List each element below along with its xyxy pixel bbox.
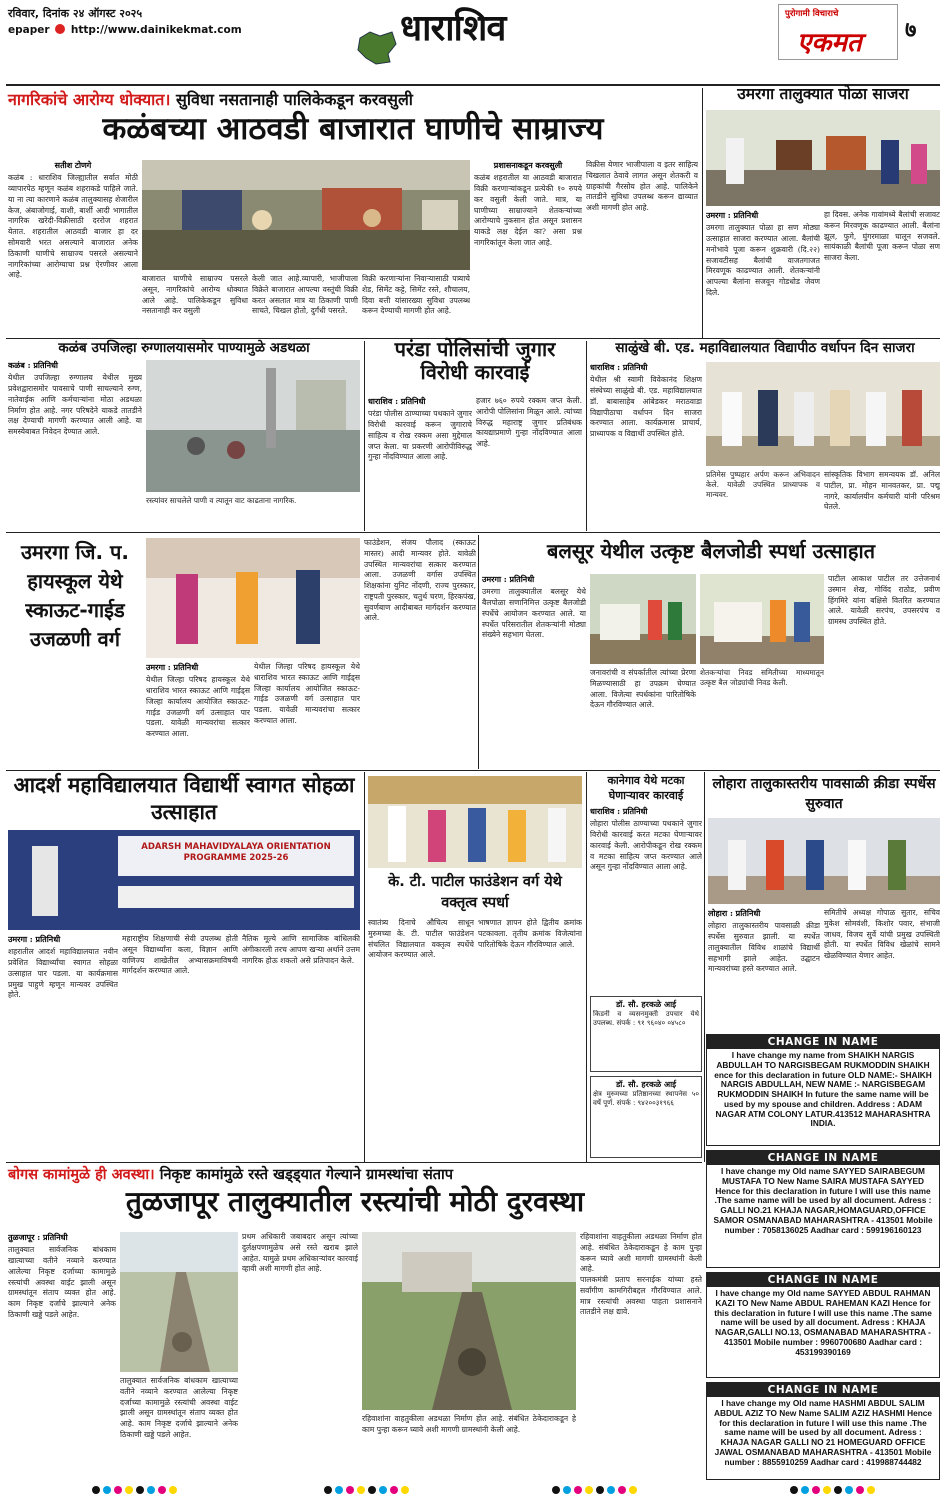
divider: [364, 341, 365, 531]
scout-photo: [146, 538, 360, 658]
registration-marks-mid1: [324, 1486, 409, 1494]
top-col1: [8, 160, 138, 336]
classified-ad-3: [706, 1272, 940, 1378]
pola-col1: [706, 210, 820, 338]
classified-ad-2: [706, 1150, 940, 1268]
kt-col1: स्वातंत्र्य दिनाचे औचित्य साधून मुरुमच्या के. टी. पाटील फाउंडेशन संचलित विद्यालयात वक्तृत्व स्पर्धेचे आयोजन करण्यात आले.: [368, 918, 474, 960]
lohara-col1: [708, 908, 820, 1034]
dais: [118, 886, 354, 908]
adarsh-col1-text: शहरातील आदर्श महाविद्यालयात नवीन प्रवेशित विद्यार्थ्यांचा स्वागत सोहळा उत्साहात पार पडला. या कार्यक्रमास प्रमुख पाहुणे म्हणून मान्यवर उपस्थित होते.: [8, 947, 118, 1000]
adarsh-banner: ADARSH MAHAVIDYALAYA ORIENTATION PROGRAMME 2025-26: [118, 836, 354, 876]
notice-box-1: [590, 996, 702, 1072]
road-photo-1: [120, 1232, 238, 1372]
registration-marks-right: [790, 1486, 875, 1494]
bullock-photo-1: [590, 574, 696, 664]
road-headline: तुळजापूर तालुक्यातील रस्त्यांची मोठी दुरवस्था: [125, 1185, 585, 1218]
lohara-col2: समितीचे अध्यक्ष गोपाळ सुतार, सचिव मुकेश सोमवंशी, किशोर पवार, संभाजी जाधव, विजय सुर्वे यांची प्रमुख उपस्थिती होती. या स्पर्धेत विविध खेळांचे सामने खेळविण्यात येणार आहेत.: [824, 908, 940, 961]
divider: [586, 772, 587, 1162]
ad-4-body: I have change my Old name HASHMI ABDUL SALIM ABDUL AZIZ TO New Name SALIM AZIZ HASHMI Hence for this declaration in future I will use this name .The same name will be used by all document. Adress : KHAJA NAGAR GALLI NO 21 HOMEGUARD OFFICE JAWAL OSMANABAD MAHARASHTRA - 413501 Mobile number : 8855910259 Aadhar card : 419988744482: [713, 1398, 933, 1467]
bed-col2: सांस्कृतिक विभाग समन्वयक डॉ. अनिल पाटील, प्रा. मोहन मानवतकर, प्रा. पद्मू नागरे, कार्यालयीन कर्मचारी यांनी परिश्रम घेतले.: [824, 470, 940, 512]
top-kicker-black: सुविधा नसतानाही पालिकेकडून करवसुली: [176, 90, 413, 109]
water-headline: कळंब उपजिल्हा रुग्णालयासमोर पाण्यामुळे अडथळा: [58, 340, 310, 356]
scout-col2-lead: येथील जिल्हा परिषद हायस्कूल येथे धाराशिव भारत स्काऊट आणि गाईड्स जिल्हा कार्यालय आयोजित स्काऊट-गाईड उजळणी वर्ग उत्साहात पार पडला. यावेळी मान्यवरांचा सत्कार करण्यात आला.: [254, 662, 360, 725]
page-number: ७: [905, 18, 917, 43]
bed-byline: धाराशिव : प्रतिनिधी: [590, 362, 648, 372]
water-col: [8, 360, 142, 528]
registration-marks-mid2: [552, 1486, 637, 1494]
gambling-col1-text: परंडा पोलीस ठाण्याच्या पथकाने जुगार विरोधी कारवाई करून जुगाराचे साहित्य व रोख रक्कम असा मुद्देमाल जप्त केला. या प्रकरणी आरोपीविरुद्ध गुन्हा नोंदविण्यात आला आहे.: [368, 409, 472, 462]
bullock-photo-caption: शेतकऱ्यांचा निवड समितीच्या माध्यमातून उत्कृष्ट बैल जोड्यांची निवड केली.: [700, 668, 824, 687]
section-rule: [6, 532, 940, 533]
road-col3b: रहिवाशांना वाहतुकीला अडथळा निर्माण होत आहे. संबंधित ठेकेदाराकडून हे काम पुन्हा करून घ्यावे अशी मागणी ग्रामस्थांनी केली आहे.: [362, 1414, 576, 1434]
bullock-col3: पाटील आकाश पाटील तर उत्तेजनार्थ उस्मान शेख, गोविंद राठोड, प्रवीण हिंगमिरे यांना बक्षिसे वितरित करण्यात आले. यावेळी सरपंच, उपसरपंच व ग्रामस्थ उपस्थित होते.: [828, 574, 940, 627]
ad-4-title: CHANGE IN NAME: [707, 1383, 939, 1397]
adarsh-headline: आदर्श महाविद्यालयात विद्यार्थी स्वागत सोहळा उत्साहात: [13, 773, 355, 825]
top-col3: केली जात आहे.व्यापारी, भाजीपाला विक्रेते बाजारात आपल्या वस्तूंची विक्री करत असतात मात्र या ठिकाणी पाणी साचते, चिखल होतो, दुर्गंधी पसरते.: [252, 274, 358, 316]
lohara-photo: [708, 818, 940, 904]
pola-headline: उमरगा तालुक्यात पोळा साजरा: [737, 85, 909, 103]
divider: [586, 341, 587, 531]
matka-headline: कानेगाव येथे मटका घेणाऱ्यावर कारवाई: [607, 774, 685, 802]
notice-box-2-text: क्षेत्र मुरुमच्या प्रतिष्ठानच्या स्थापनेस ५० वर्षे पूर्ण. संपर्क : ९४२००३१९६६: [593, 1090, 699, 1108]
gambling-byline: धाराशिव : प्रतिनिधी: [368, 396, 426, 406]
divider: [364, 772, 365, 1162]
lohara-headline: लोहारा तालुकास्तरीय पावसाळी क्रीडा स्पर्धेस सुरुवात: [712, 776, 936, 813]
top-col5: [474, 160, 582, 336]
top-kicker: [8, 88, 698, 110]
road-col1-text: तालुक्यात सार्वजनिक बांधकाम खात्याच्या वतीने नव्याने करण्यात आलेल्या निकृष्ट दर्जाच्या कामामुळे रस्त्यांची अवस्था वाईट झाली असून ग्रामस्थांतून संताप व्यक्त होत आहे. काम निकृष्ट दर्जाचे झाल्याने अनेक ठिकाणी खड्डे पडले आहेत.: [8, 1245, 116, 1320]
epaper-label: epaper: [8, 24, 50, 36]
road-kicker-red: बोगस कामांमुळे ही अवस्था।: [8, 1167, 155, 1183]
adarsh-photo: [8, 830, 360, 930]
bullock-col1-text: उमरगा तालुक्यातील बलसूर येथे बैलपोळा सणानिमित्त उत्कृष्ट बैलजोडी स्पर्धेचे आयोजन करण्यात आले. या स्पर्धेत परिसरातील शेतकऱ्यांनी मोठ्या संख्येने सहभाग घेतला.: [482, 587, 586, 640]
road-col1: [8, 1232, 116, 1480]
adarsh-byline: उमरगा : प्रतिनिधी: [8, 934, 61, 944]
bullock-col1: [482, 574, 586, 768]
adarsh-col2: महाराष्ट्रीय शिक्षणाची सेवी उपलब्ध होती असून विद्यार्थ्यांना कला, विज्ञान आणि वाणिज्य शाखेतील अभ्यासक्रमाविषयी मार्गदर्शन करण्यात आले.: [122, 934, 238, 976]
top-byline: सतीश टोणगे: [54, 160, 92, 170]
top-col6: विक्रीस येणार भाजीपाला व इतर साहित्य चिखलात ठेवावे लागत असून शेतकरी व ग्राहकांची गैरसोय होत आहे. पालिकेने तातडीने सुविधा उपलब्ध करून द्याव्यात अशी मागणी होत आहे.: [586, 160, 698, 213]
bullock-byline: उमरगा : प्रतिनिधी: [482, 574, 535, 584]
kt-photo: [368, 776, 582, 868]
matka-byline: धाराशिव : प्रतिनिधी: [590, 806, 648, 816]
top-headline: कळंबच्या आठवडी बाजारात घाणीचे साम्राज्य: [102, 111, 604, 147]
notice-box-1-title: डॉ. सौ. हरकळे आई: [615, 1000, 677, 1009]
water-text: येथील उपजिल्हा रुग्णालय येथील मुख्य प्रवेशद्वारासमोर पावसाचे पाणी साचल्याने रुग्ण, नातेवाईक आणि कर्मचाऱ्यांना मोठा अडथळा निर्माण होत आहे. नगर परिषदेने याकडे तातडीने लक्ष देण्याची मागणी करण्यात आली आहे. या समस्येबाबत निवेदन देण्यात आले.: [8, 373, 142, 437]
epaper-link[interactable]: [8, 24, 242, 36]
matka-col: [590, 806, 702, 992]
ad-1-title: CHANGE IN NAME: [707, 1035, 939, 1049]
adarsh-col3: नैतिक मूल्ये आणि सामाजिक बांधिलकी अंगीकारली तरच आपण खऱ्या अर्थाने उत्तम नागरिक होऊ शकतो असे प्रतिपादन केले.: [242, 934, 360, 965]
scout-text: येथील जिल्हा परिषद हायस्कूल येथे धाराशिव भारत स्काऊट आणि गाईड्स जिल्हा कार्यालय आयोजित स्काऊट-गाईड उजळणी वर्ग उत्साहात पार पडला. यावेळी मान्यवरांचा सत्कार करण्यात आला.: [146, 675, 250, 739]
top-col4: विक्री करणाऱ्यांना निवाऱ्यासाठी पत्र्याचे शेड, सिमेंट कट्टे, सिमेंट रस्ते, शौचालय, दिवा बत्ती यांसारख्या सुविधा उपलब्ध करून देण्याची मागणी होत आहे.: [362, 274, 470, 316]
road-kicker-black: निकृष्ट कामांमुळे रस्ते खड्ड्यात गेल्याने ग्रामस्थांचा संताप: [159, 1167, 454, 1183]
edition-title: धाराशिव: [400, 7, 506, 49]
bed-text: येथील श्री स्वामी विवेकानंद शिक्षण संस्थेच्या साळुंखे बी. एड. महाविद्यालयात डॉ. बाबासाहेब आंबेडकर मराठवाडा विद्यापीठाचा वर्धापन दिन साजरा करण्यात आला. कार्यक्रमास प्राचार्य, प्राध्यापक व विद्यार्थी उपस्थित होते.: [590, 375, 702, 439]
bullock-photo-2: [700, 574, 824, 664]
header-date: रविवार, दिनांक २४ ऑगस्ट २०२५: [8, 7, 143, 20]
registration-marks-left: [92, 1486, 177, 1494]
ekmat-logo: [778, 4, 898, 60]
speaker-figure: [32, 846, 58, 916]
divider: [704, 772, 705, 1162]
water-byline: कळंब : प्रतिनिधी: [8, 360, 59, 370]
lohara-col1-text: लोहारा तालुकास्तरीय पावसाळी क्रीडा स्पर्धेस सुरुवात झाली. या स्पर्धेत तालुक्यातील विविध शाळांचे विद्यार्थी सहभागी झाले आहेत. उद्घाटन मान्यवरांच्या हस्ते करण्यात आले.: [708, 921, 820, 974]
pola-photo: [706, 110, 940, 206]
pola-col1-text: उमरगा तालुक्यात पोळा हा सण मोठ्या उत्साहात साजरा करण्यात आला. बैलांची मनोभावे पूजा करून शुक्रवारी (दि.२२) सजावटीसह बैलांची वाजतगाजत मिरवणूक काढण्यात आली. शेतकऱ्यांनी आपल्या बैलांना सजवून गोडधोड जेवण दिले.: [706, 223, 820, 298]
bullock-headline: बलसूर येथील उत्कृष्ट बैलजोडी स्पर्धा उत्साहात: [546, 539, 876, 563]
water-photo-caption: रस्त्यांवर साचलेले पाणी व त्यातून वाट काढताना नागरिक.: [146, 496, 297, 505]
notice-box-2-title: डॉ. सौ. हरकळे आई: [615, 1080, 677, 1089]
classified-ad-4: [706, 1382, 940, 1480]
gambling-col1: [368, 396, 472, 530]
ad-2-title: CHANGE IN NAME: [707, 1151, 939, 1165]
water-photo: [146, 360, 360, 492]
ad-3-body: I have change my Old name SAYYED ABDUL RAHMAN KAZI TO New Name ABDUL RAHEMAN KAZI Hence for this declaration in future I will use this name .The same name will be used by all document. Adress : KHAJA NAGAR,GALLI NO.13, OSMANABAD MAHARASHTRA - 413501 Mobile number : 9960700680 Aadhar card : 453199390169: [714, 1288, 932, 1357]
road-col3-text: रहिवाशांना वाहतुकीला अडथळा निर्माण होत आहे. संबंधित ठेकेदाराकडून हे काम पुन्हा करून घ्यावे अशी मागणी ग्रामस्थांनी केली आहे.: [580, 1232, 702, 1274]
scout-col1: [146, 662, 250, 766]
gambling-headline: परंडा पोलिसांची जुगार विरोधी कारवाई: [394, 337, 556, 384]
kt-col2: भाषणात ज्ञापन होते द्वितीय क्रमांक पटकावला. तृतीय क्रमांक विजेत्यांना पारितोषिके देऊन गौरविण्यात आले.: [478, 918, 582, 949]
road-col4: [580, 1232, 702, 1480]
pola-col2: हा दिवस. अनेक गावांमध्ये बैलांची सजावट करून मिरवणूक काढण्यात आली. बैलांना झूल, फुगे, घुंगरमाळा घालून सजवले. सायंकाळी बैलांची पूजा करून पोळा सण साजरा केला.: [824, 210, 940, 263]
top-col2: बाजारात घाणीचे साम्राज्य पसरले असून, नागरिकांचे आरोग्य धोक्यात आले आहे. पालिकेकडून सुविधा नसतानाही कर वसुली: [142, 274, 248, 316]
notice-box-1-text: किडनी व व्यसनमुक्ती उपचार येथे उपलब्ध. संपर्क : ९१ ९६०४० ०४५८०: [593, 1010, 699, 1028]
pola-byline: उमरगा : प्रतिनिधी: [706, 210, 759, 220]
logo-name: एकमत: [797, 28, 862, 58]
ad-2-body: I have change my Old name SAYYED SAIRABEGUM MUSTAFA TO New Name SAIRA MUSTAFA SAYYED Hence for this declaration in future I will use this name .The same name will be used by all document. Adress : GALLI NO.21 KHAJA NAGAR,HOMAGUARD,OFFICE SAMOR OSMANABAD MAHARASHTRA - 413501 Mobile number : 7058136025 Aadhar card : 599196160123: [713, 1166, 933, 1235]
bed-headline: साळुंखे बी. एड. महाविद्यालयात विद्यापीठ वर्धापन दिन साजरा: [615, 340, 915, 356]
globe-icon: [55, 24, 65, 34]
top-col5-text: कळंब शहरातील या आठवडी बाजारात विक्री करणाऱ्यांकडून प्रत्येकी १० रुपये कर वसुली केली जाते. मात्र, या घाणीच्या साम्राज्याने शेतकऱ्यांच्या आरोग्याचे नुकसान होत असून प्रशासन याकडे लक्ष देईल का? असा प्रश्न नागरिकांतून केला जात आहे.: [474, 173, 582, 248]
bed-col1: [590, 362, 702, 530]
road-photo-2: [362, 1232, 576, 1410]
scout-headline: उमरगा जि. प. हायस्कूल येथे स्काऊट-गाईड उजळणी वर्ग: [20, 540, 130, 651]
section-rule: [6, 770, 940, 771]
road-kicker: [8, 1164, 702, 1184]
scout-byline: उमरगा : प्रतिनिधी: [146, 662, 199, 672]
matka-text: लोहारा पोलीस ठाण्याच्या पथकाने जुगार विरोधी कारवाई करत मटका घेणाऱ्यावर कारवाई केली. आरोपीकडून रोख रक्कम व मटका साहित्य जप्त करण्यात आले असून गुन्हा नोंदविण्यात आला आहे.: [590, 819, 702, 872]
market-photo: [142, 160, 470, 270]
notice-box-2: [590, 1076, 702, 1158]
divider: [478, 535, 479, 769]
lohara-byline: लोहारा : प्रतिनिधी: [708, 908, 761, 918]
adarsh-col1: [8, 934, 118, 1160]
bullock-col2: जनावरांची व संपर्कातील त्यांच्या प्रेरणा मिळण्यासाठी हा उपक्रम घेण्यात आला. विजेत्या स्पर्धकांना पारितोषिके देऊन गौरविण्यात आले.: [590, 668, 696, 710]
bed-photo-caption: प्रतिमेस पुष्पहार अर्पण करून अभिवादन केले. यावेळी उपस्थित प्राध्यापक व मान्यवर.: [706, 470, 820, 499]
ad-1-body: I have change my name from SHAIKH NARGIS ABDULLAH TO NARGISBEGAM RUKMODDIN SHAIKH ence for this declaration in future OLD NAME:- SHAIKH NARGIS ABDULLAH, NEW NAME :- NARGISBEGAM RUKMODDIN SHAIKH In future the same name will be used by my spouse and children. Address : ADAM NAGAR ATM COLONY LATUR.413512 MAHARASHTRA INDIA.: [714, 1050, 932, 1129]
divider: [702, 88, 703, 338]
top-col1-text: कळंब : धाराशिव जिल्ह्यातील सर्वात मोठी व्यापारपेठ म्हणून कळंब शहराकडे पाहिले जाते. या ना त्या कारणाने कळंब तालुक्यासह शेजारील केज, अंबाजोगाई, वाशी, बार्शी आदी भागातील नागरिक खरेदी-विक्रीसाठी दररोज शहरात येतात. शहरातील आठवडी बाजार हा दर सोमवारी भरत असल्याने बाजारात अनेक ठिकाणी घाणीचे साम्राज्य पसरले असल्याने नागरिकांच्या आरोग्याचा प्रश्न ऐरणीवर आला आहे.: [8, 173, 138, 280]
ad-3-title: CHANGE IN NAME: [707, 1273, 939, 1287]
road-byline: तुळजापूर : प्रतिनिधी: [8, 1232, 68, 1242]
section-rule: [6, 1162, 702, 1163]
scout-col2: फाउंडेशन, संजय पौलाद (स्काऊट मास्तर) आदी मान्यवर होते. यावेळी उपस्थित मान्यवरांचा सत्कार करण्यात आला. उजळणी वर्गास उपस्थित शिक्षकांना युनिट नोंदणी, राज्य पुरस्कार, राष्ट्रपती पुरस्कार, चतुर्थ चरण, हिरकपंख, सुवर्णबाण आदीबाबत मार्गदर्शन करण्यात आले.: [364, 538, 476, 623]
top-kicker-red: नागरिकांचे आरोग्य धोक्यात।: [8, 90, 171, 109]
road-col1b: तालुक्यात सार्वजनिक बांधकाम खात्याच्या वतीने नव्याने करण्यात आलेल्या निकृष्ट दर्जाच्या कामामुळे रस्त्यांची अवस्था वाईट झाली असून ग्रामस्थांतून संताप व्यक्त होत आहे. काम निकृष्ट दर्जाचे झाल्याने अनेक ठिकाणी खड्डे पडले आहेत.: [120, 1376, 238, 1439]
road-col4-text: पालकमंत्री प्रताप सरनाईक यांच्या हस्ते सर्वांगीण कामगिरीबद्दल गौरविण्यात आले. मात्र रस्त्यांची अवस्था पाहता प्रशासनाने तातडीने लक्ष द्यावे.: [580, 1275, 702, 1317]
kt-headline: के. टी. पाटील फाउंडेशन वर्ग येथे वक्तृत्व स्पर्धा: [388, 874, 562, 912]
bed-photo: [706, 362, 940, 466]
top-sub-byline: प्रशासनाकडून करवसुली: [493, 160, 563, 170]
road-col2: प्रथम अधिकारी जबाबदार असून त्यांच्या दुर्लक्षपणामुळेच असे रस्ते खराब झाले आहेत. यामुळे प्रथम अधिकाऱ्यांवर कारवाई व्हावी अशी मागणी होत आहे.: [242, 1232, 358, 1274]
logo-tagline: पुरोगामी विचाराचे: [785, 9, 839, 19]
classified-ad-1: [706, 1034, 940, 1146]
district-map-icon: [356, 28, 398, 66]
epaper-url[interactable]: http://www.dainikekmat.com: [70, 24, 242, 36]
gambling-col2: हजार ७६० रुपये रक्कम जप्त केली. आरोपी पोलिसांना मिळून आले. त्यांच्या विरुद्ध महाराष्ट्र जुगार प्रतिबंधक कायद्याप्रमाणे गुन्हा नोंदविण्यात आला आहे.: [476, 396, 582, 449]
